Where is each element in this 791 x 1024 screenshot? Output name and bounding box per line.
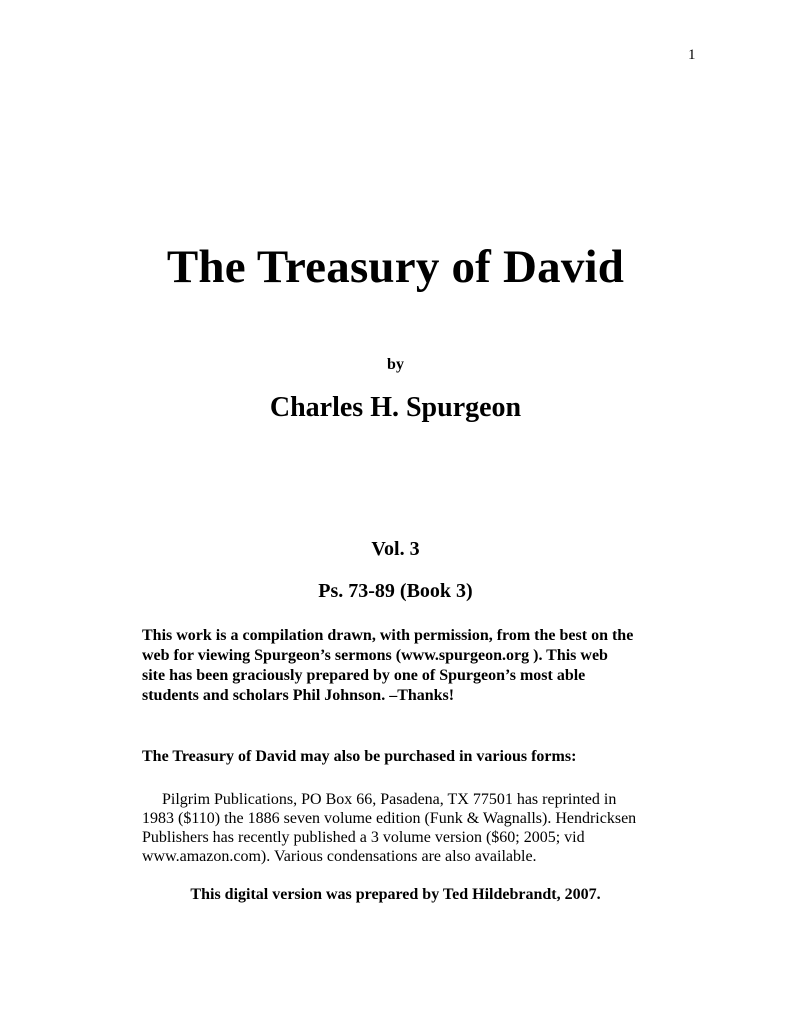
psalms-range: Ps. 73-89 (Book 3) <box>318 580 473 602</box>
purchase-line: Publishers has recently published a 3 volume version ($60; 2005; vid <box>142 829 585 846</box>
compilation-line: This work is a compilation drawn, with permission, from the best on the <box>142 627 634 644</box>
purchase-line: 1983 ($110) the 1886 seven volume edition (Funk & Wagnalls). Hendricksen <box>142 810 637 827</box>
compilation-line: students and scholars Phil Johnson. –Thanks! <box>142 687 455 704</box>
compilation-paragraph <box>142 626 722 706</box>
author-name: Charles H. Spurgeon <box>269 392 522 423</box>
byline: by <box>387 356 404 373</box>
purchase-heading: The Treasury of David may also be purchased in various forms: <box>142 748 577 765</box>
book-title: The Treasury of David <box>166 241 625 293</box>
purchase-line: Pilgrim Publications, PO Box 66, Pasadena, TX 77501 has reprinted in <box>162 791 617 808</box>
volume-label: Vol. 3 <box>371 538 420 560</box>
compilation-line: web for viewing Spurgeon’s sermons (www.spurgeon.org ). This web <box>142 647 608 664</box>
digital-version-note: This digital version was prepared by Ted Hildebrandt, 2007. <box>190 886 601 903</box>
purchase-line: www.amazon.com). Various condensations are also available. <box>142 848 537 865</box>
compilation-line: site has been graciously prepared by one of Spurgeon’s most able <box>142 667 586 684</box>
purchase-paragraph <box>142 790 722 866</box>
page-number: 1 <box>688 47 696 63</box>
